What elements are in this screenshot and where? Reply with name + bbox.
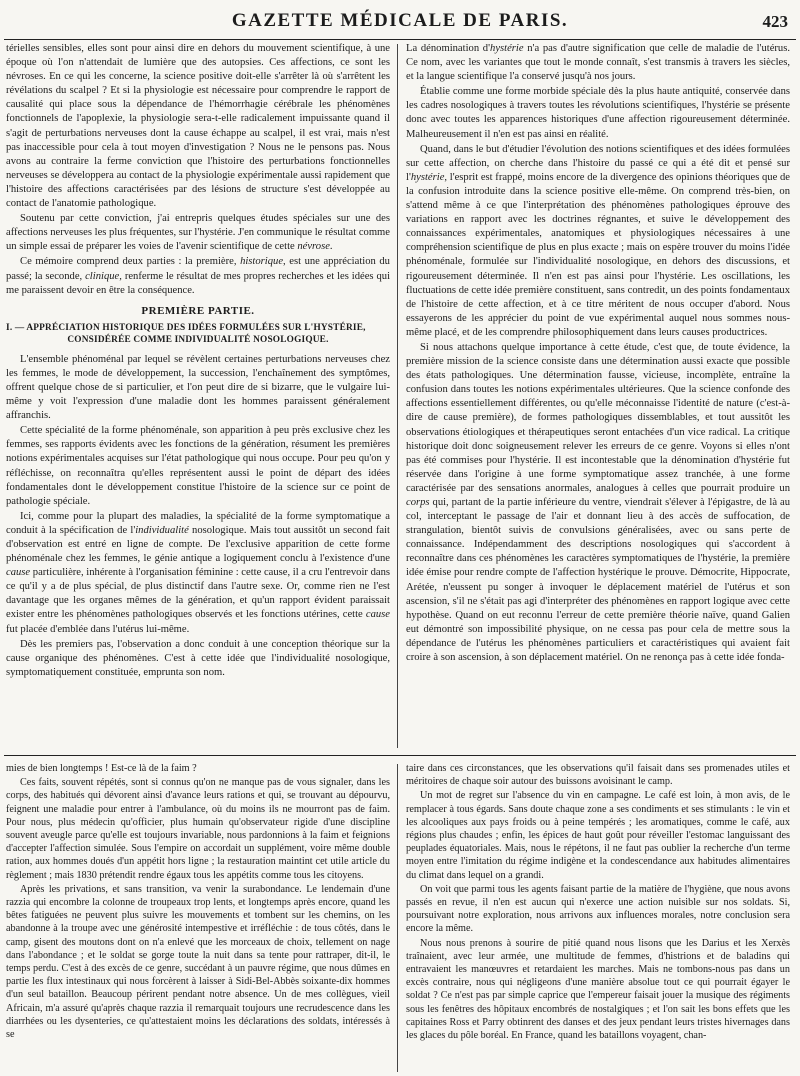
paragraph: Dès les premiers pas, l'observation a donc conduit à une conception théorique sur la cause organique des phénomènes. C'est à cette idée que l'individualité nosologique, symptomatiquement constituée, emprunta son nom. xyxy=(6,638,390,678)
paragraph: L'ensemble phénoménal par lequel se révèlent certaines perturbations nerveuses chez les femmes, le mode de développement, la succession, l'enchaînement des symptômes, offrent quelque chose de si particulier, et l'on peut dire de si bizarre, que le vulgaire lui-même y voit l'expression d'une maladie dont les hommes paraissent généralement affranchis. xyxy=(6,353,390,422)
main-column-right xyxy=(406,42,790,752)
paragraph: mies de bien longtemps ! Est-ce là de la faim ? xyxy=(6,763,197,774)
paragraph: Cette spécialité de la forme phénoménale, son apparition à peu près exclusive chez les femmes, ses rapports évidents avec les fonctions de la génération, résument les premières notions expérimentales acquises sur l'état pathologique qui nous occupe. Pour peu qu'on y réfléchisse, on reconnaîtra qu'elles représentent aussi le point de départ des idées fondamentales dont le développement constitue l'histoire de la science sur ce point de pathologie spéciale. xyxy=(6,425,390,507)
paragraph: Un mot de regret sur l'absence du vin en campagne. Le café est loin, à mon avis, de le remplacer à tous égards. Sans doute chaque zone a ses condiments et ses stimulants : le vin et les alcooliques aux pays froids ou à peine tempérés ; les aromatiques, comme le café, aux régions plus chaudes ; enfin, les épices de haut goût pour réveiller l'estomac languissant des peuplades équatoriales. Mais, nous le répétons, il ne faut pas oublier la recherche d'un terme moyen entre l'imitation du régime indigène et la condescendance aux habitudes alimentaires du climat dans lequel on a grandi. xyxy=(406,790,790,881)
paragraph: Ce mémoire comprend deux parties : la première, historique, est une appréciation du passé; la seconde, clinique, renferme le résultat de mes propres recherches et les idées qui me paraissent devoir en être la conséquence. xyxy=(6,256,390,296)
feuilleton-rule xyxy=(4,755,796,756)
section-heading: I. — APPRÉCIATION HISTORIQUE DES IDÉES FORMULÉES SUR L'HYSTÉRIE, CONSIDÉRÉE COMME INDIVIDUALITÉ NOSOLOGIQUE. xyxy=(6,322,366,346)
paragraph: taire dans ces circonstances, que les observations qu'il faisait dans ses promenades utiles et méritoires de chaque soir autour des buissons avoisinant le camp. xyxy=(406,763,790,788)
paragraph: térielles sensibles, elles sont pour ainsi dire en dehors du mouvement scientifique, à une époque où l'on n'attendait de lumière que des autopsies. Ces affections, ce sont les névroses. En ce qui les concerne, la science positive doit-elle s'arrêter là où s'arrêtent les révélations du scalpel ? Et si la physiologie est nécessaire pour comprendre le rapport de causalité qui place sous la dépendance de l'hémorrhagie cérébrale les phénomènes fonctionnels de l'apoplexie, la physiologie sera-t-elle radicalement impuissante quand il s'agit de perturbations nerveuses dont la cause échappe au scalpel, il est vrai, mais n'est pas inaccessible pour cela à tout moyen d'investigation ? Nous ne le pensons pas. Nous avons au contraire la ferme conviction que l'histoire des perturbations fonctionnelles nerveuses se développera au contact de la physiologie expérimentale aussi rapidement que l'histoire des affections caractérisées par des lésions de structure s'est développée au contact de l'anatomie pathologique. xyxy=(6,43,390,210)
paragraph: Établie comme une forme morbide spéciale dès la plus haute antiquité, conservée dans les cadres nosologiques à travers toutes les révolutions scientifiques, l'hystérie se présente donc avec toutes les apparences historiques d'une affection rigoureusement déterminée. Malheureusement il n'en est pas ainsi en réalité. xyxy=(406,86,790,140)
journal-title: GAZETTE MÉDICALE DE PARIS. xyxy=(231,10,569,31)
feuilleton-column-right xyxy=(406,762,790,1074)
paragraph: La dénomination d'hystérie n'a pas d'autre signification que celle de maladie de l'utérus. Ce nom, avec les variantes que tout le monde connaît, s'est transmis à travers les siècles, et la langue scientifique l'a conservé jusqu'à nos jours. xyxy=(406,43,790,83)
part-heading: PREMIÈRE PARTIE. xyxy=(141,304,255,317)
paragraph: Soutenu par cette conviction, j'ai entrepris quelques études spéciales sur une des affections nerveuses les plus fréquentes, sur l'hystérie. J'en communique le résultat comme un simple essai de préparer les voies de l'avenir scientifique de cette névrose. xyxy=(6,213,390,253)
paragraph: Ici, comme pour la plupart des maladies, la spécialité de la forme symptomatique a conduit à la spécification de l'individualité nosologique. Mais tout aussitôt un second fait d'observation est entré en ligne de compte. De l'exclusive apparition de cette forme phénoménale chez les femmes, le génie antique a logiquement conclu à l'existence d'une cause particulière, inhérente à l'organisation féminine : cette cause, il a cru l'entrevoir dans ce qu'il y a de plus spécial, de plus distinctif dans l'autre sexe. Or, comme rien ne l'est davantage que les organes mêmes de la génération, et qu'un rapport évident paraissait exister entre les phénomènes pathologiques observés et les fonctions utérines, cette cause fut placée d'emblée dans l'utérus lui-même. xyxy=(6,510,390,635)
column-divider xyxy=(397,44,398,748)
paragraph: Nous nous prenons à sourire de pitié quand nous lisons que les Darius et les Xerxès traînaient, avec leur armée, une multitude de femmes, d'histrions et de baladins qui entravaient les manœuvres et retardaient les marches. Mais ne tombons-nous pas dans un excès contraire, nous qui négligeons d'une manière absolue tout ce qui pourrait égayer le soldat ? Ce n'est pas par simple caprice que l'empereur faisait jouer la musique des régiments sous les fenêtres des hôpitaux encombrés de nostalgiques ; et l'on sait les bons effets que les capitaines Ross et Parry obtinrent des danses et des jeux pendant leurs tristes hivernages dans les glaces du pôle boréal. En France, quand les bataillons voyagent, chan- xyxy=(406,937,790,1042)
paragraph: Quand, dans le but d'étudier l'évolution des notions scientifiques et des idées formulées sur cette affection, on cherche dans l'histoire du passé ce qui a été dit et pensé sur l'hystérie, l'esprit est frappé, moins encore de la divergence des opinions théoriques que de la confusion introduite dans la science positive elle-même. On comprend très-bien, on s'attend même à ce que l'interprétation des phénomènes pathologiques éprouve des variations en rapport avec les doctrines régnantes, et suive le développement des connaissances expérimentales, anatomiques et physiologiques nécessaires à une compréhension scientifique de plus en plus exacte ; mais on espère trouver du moins l'idée phénoménale, formulée sur l'individualité nosologique, en dehors des discussions, et rigoureusement déterminée. Il n'en est pas ainsi pour l'hystérie. Les oscillations, les fluctuations de cette idée première constituent, sans contredit, un des points fondamentaux de l'histoire de cette affection, et à ce titre méritent de nous occuper d'abord. Nous essayerons de les apprécier du point de vue expérimental auquel nous sommes nous-même placé, et de les comprendre philosophiquement dans leurs causes productrices. xyxy=(406,143,790,338)
page-number: 423 xyxy=(762,12,788,31)
paragraph: Ces faits, souvent répétés, sont si connus qu'on ne manque pas de vous signaler, dans les corps, des habitués qui dévorent ainsi d'avance leurs rations et qui, se trouvant au dépourvu, feignent une maladie pour entrer à l'ambulance, où du moins ils ne mourront pas de faim. Pour nous, plus médecin qu'officier, plus humain qu'observateur rigide d'une discipline souvent aveugle parce qu'elle est toujours invariable, nous pardonnions à la faim et feignions d'accepter l'affection simulée. Sous l'empire on accordait un supplément, voire même double ration, aux hommes doués d'un appétit hors ligne ; la restauration maintint cet utile article du règlement ; mais 1830 prétendit rendre égaux tous les appétits comme tous les citoyens. xyxy=(6,777,390,881)
paragraph: Après les privations, et sans transition, va venir la surabondance. Le lendemain d'une razzia qui encombre la colonne de troupeaux trop lents, et longtemps après encore, quand les bêtes fatiguées ne peuvent plus suivre les mouvements et tombent sur les chemins, on les abandonne à la troupe avec une générosité intempestive et irréfléchie : de tous côtés, dans le camp, gisent des moutons dont on n'a enlevé que les morceaux de choix, tellement on nage dans l'abondance ; et le soldat se gorge toute la nuit dans sa tente pour rattraper, dit-il, le temps perdu. C'est à des excès de ce genre, succédant à un pauvre régime, que nous dûmes en partie les flux intestinaux qui nous forcèrent à laisser à Sidi-Bel-Abbès soixante-dix hommes d'un seul bataillon. Beaucoup périrent pendant notre absence. Un de mes collègues, vieil Africain, m'a assuré qu'après chaque razzia il remarquait toujours une recrudescence dans les diarrhées ou les dysenteries, ce qu'attestaient moins les déclarations des soldats, intéressés à se xyxy=(6,883,390,1041)
feuilleton-divider xyxy=(397,764,398,1072)
paragraph: On voit que parmi tous les agents faisant partie de la matière de l'hygiène, que nous avons passés en revue, il n'en est aucun qui n'exerce une action nuisible sur nos soldats. Si, poursuivant notre exploration, nous arrivons aux influences morales, notre conclusion sera encore la même. xyxy=(406,883,790,935)
header-rule xyxy=(4,39,796,40)
main-column-left xyxy=(6,42,390,752)
paragraph: Si nous attachons quelque importance à cette étude, c'est que, de toute évidence, la première mission de la science consiste dans une détermination aussi exacte que possible des états pathologiques. Une détermination fausse, vicieuse, incomplète, entraîne la confusion dans toutes les notions expérimentales ultérieures. Que la science confonde des affections essentiellement différentes, ou qu'elle méconnaisse l'identité de nature (c'est-à-dire de cause première), de formes pathologiques dissemblables, et tout aussitôt les observations étiologiques et thérapeutiques seront entachées d'un vice radical. La critique historique doit donc soigneusement relever les erreurs de ce genre. Voyons si elles n'ont pas été commises pour l'hystérie. Il est incontestable que la dénomination d'hystérie fut réservée dans l'origine à une forme symptomatique assez tranchée, à une forme caractérisée par des sensations anormales, analogues à celles que pourrait produire un corps qui, partant de la partie inférieure du ventre, viendrait s'élever à l'épigastre, de là au col, interceptant le passage de l'air et donnant lieu à des accès de suffocation, de strangulation, bientôt suivis de convulsions généralisées, avec ou sans perte de connaissance. Indépendamment des descriptions nosologiques qui s'accordent à reconnaître dans ces phénomènes les caractères symptomatiques de l'hystérie, la première idée émise pour rendre compte de l'affection hystérique le prouve. Démocrite, Hippocrate, Arétée, n'eussent pu songer à invoquer le déplacement matériel de l'utérus et son ascension, s'il ne s'était pas agi d'interpréter des phénomènes en rapport logique avec cette hypothèse. Quand on eut reconnu l'erreur de cette première théorie naïve, quand Galien eut démontré son impossibilité physique, on ne cessa pas pour cela de mettre sous la dépendance de l'utérus les phénomènes particuliers et caractéristiques qui avaient fait croire à son ascension, à son déplacement matériel. On ne renonça pas à cette idée fonda- xyxy=(406,341,790,664)
page-header xyxy=(0,8,800,38)
feuilleton-column-left xyxy=(6,762,390,1074)
